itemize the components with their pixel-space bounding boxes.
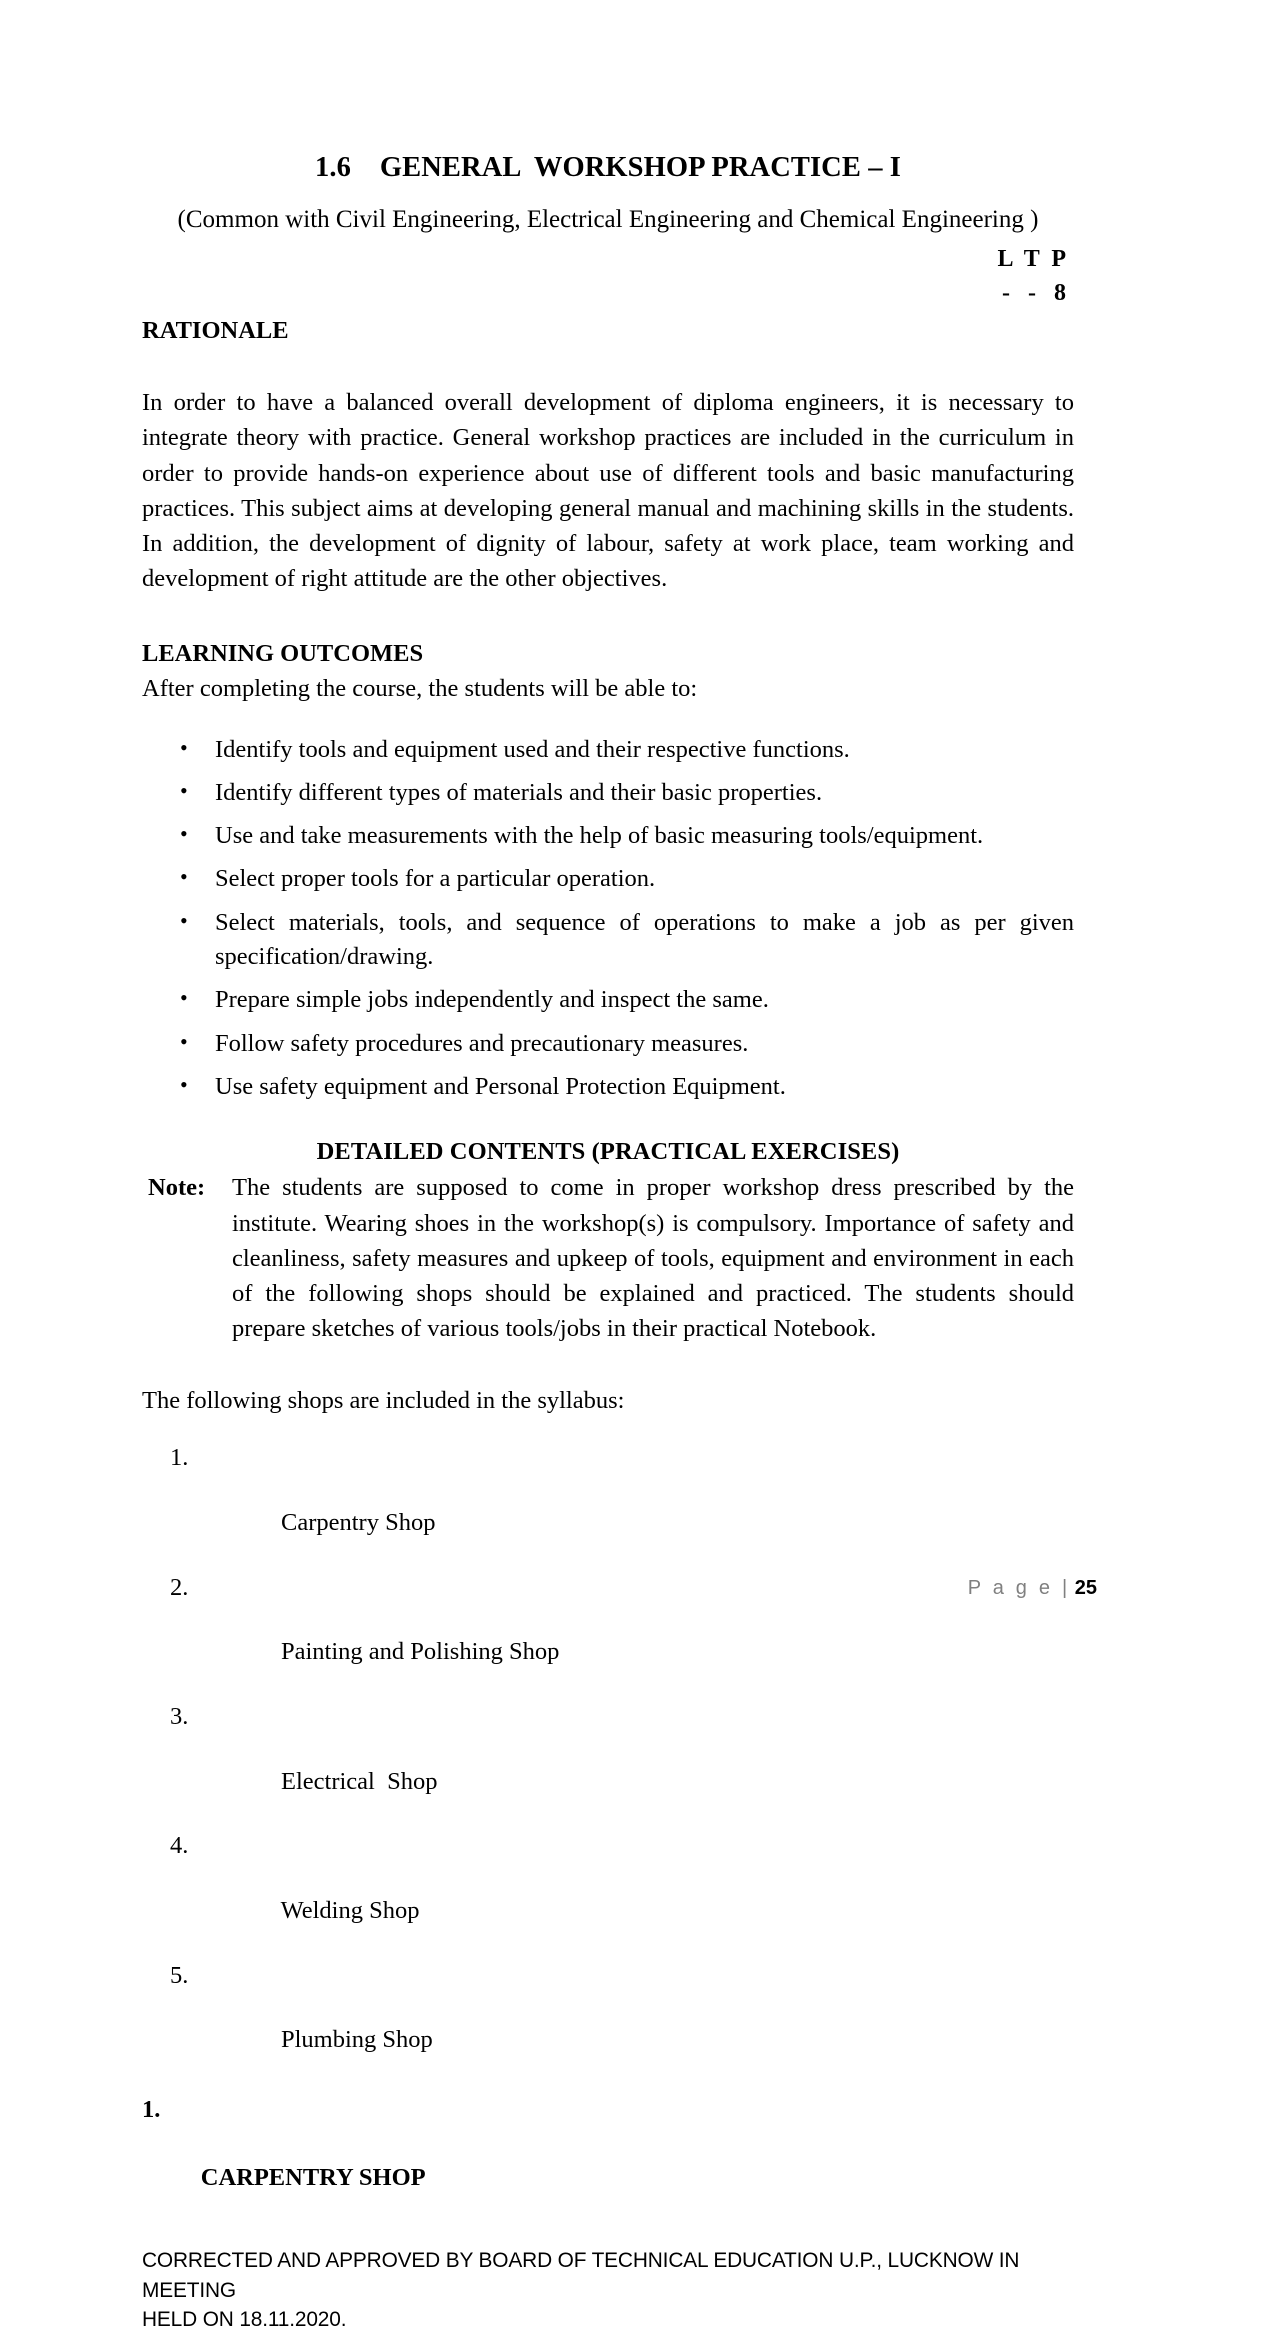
list-item-number: 2. — [170, 1573, 189, 1601]
page-footer-word: P a g e — [967, 1577, 1062, 1599]
bullet-icon: • — [180, 985, 188, 1011]
page-subtitle: (Common with Civil Engineering, Electrical Engineering and Chemical Engineering ) — [177, 205, 1039, 233]
list-item — [142, 1701, 1074, 1830]
list-item — [142, 733, 1074, 767]
list-item — [142, 776, 1074, 810]
learning-outcomes-intro: After completing the course, the students will be able to: — [142, 675, 698, 703]
ltp-credits-block — [142, 242, 1074, 310]
list-item-number: 1. — [170, 1444, 189, 1472]
approval-note — [142, 2246, 1046, 2335]
list-item — [142, 983, 1074, 1017]
list-item-label: Electrical Shop — [281, 1767, 438, 1795]
bullet-icon: • — [180, 1028, 188, 1054]
list-item-label: Welding Shop — [280, 1896, 420, 1924]
list-item — [142, 862, 1074, 896]
carpentry-shop-label: CARPENTRY SHOP — [200, 2163, 426, 2191]
bullet-icon: • — [180, 821, 188, 847]
list-item — [142, 1572, 1074, 1701]
bullet-icon: • — [180, 1071, 188, 1097]
bullet-icon: • — [180, 777, 188, 803]
bullet-icon: • — [180, 864, 188, 890]
list-item-number: 5. — [170, 1961, 189, 1989]
bullet-icon: • — [180, 907, 188, 933]
list-item — [142, 1027, 1074, 1061]
list-item-label: Carpentry Shop — [281, 1509, 436, 1536]
list-item-label: Painting and Polishing Shop — [281, 1638, 560, 1666]
page-footer — [946, 1554, 1097, 1623]
list-item-label: Prepare simple jobs independently and inspect the same. — [215, 986, 769, 1014]
list-item — [142, 819, 1074, 853]
ltp-headers: L T P — [997, 246, 1066, 273]
detailed-contents-heading: DETAILED CONTENTS (PRACTICAL EXERCISES) — [316, 1138, 900, 1166]
note-block — [142, 1170, 1074, 1346]
list-item-number: 4. — [170, 1832, 189, 1860]
list-item-label: Identify different types of materials and their basic properties. — [215, 778, 823, 806]
list-item-label: Use and take measurements with the help of basic measuring tools/equipment. — [215, 822, 984, 850]
rationale-heading: RATIONALE — [142, 317, 289, 345]
list-item — [142, 906, 1074, 975]
page-number: 25 — [1074, 1577, 1097, 1599]
list-item — [142, 1830, 1074, 1959]
list-item — [142, 1960, 1074, 2089]
list-item — [142, 1442, 1074, 1571]
list-item-label: Use safety equipment and Personal Protection Equipment. — [215, 1072, 786, 1100]
rationale-paragraph: In order to have a balanced overall development of diploma engineers, it is necessary to integrate theory with practice. General workshop practices are included in the curriculum in order to provide hands-on experience about use of different tools and basic manufacturing practices. This subject aims at developing general manual and machining skills in the students. In addition, the development of dignity of labour, safety at work place, team working and development of right attitude are the other objectives. — [142, 389, 1074, 593]
carpentry-shop-number: 1. — [142, 2095, 161, 2123]
carpentry-shop-heading — [142, 2093, 1074, 2228]
bullet-icon: • — [180, 734, 188, 760]
list-item-label: Identify tools and equipment used and their respective functions. — [215, 735, 850, 763]
shops-list — [142, 1442, 1074, 2089]
list-item-number: 3. — [170, 1702, 189, 1730]
learning-outcomes-heading: LEARNING OUTCOMES — [142, 639, 424, 667]
list-item-label: Select proper tools for a particular operation. — [215, 865, 656, 893]
page-title: 1.6 GENERAL WORKSHOP PRACTICE – I — [315, 152, 901, 184]
list-item-label: Select materials, tools, and sequence of operations to make a job as per given specification/drawing. — [215, 908, 1074, 971]
learning-outcomes-list — [142, 733, 1074, 1105]
approval-line-2: HELD ON 18.11.2020. — [142, 2307, 347, 2332]
note-text: The students are supposed to come in proper workshop dress prescribed by the institute. Wearing shoes in the workshop(s) is compulsory. Importance of safety and cleanliness, safety measures and upkeep of tools, equipment and environment in each of the following shops should be explained and practiced. The students should prepare sketches of various tools/jobs in their practical Notebook. — [232, 1174, 1074, 1343]
list-item-label: Plumbing Shop — [281, 2026, 433, 2054]
list-item-label: Follow safety procedures and precautionary measures. — [215, 1029, 749, 1057]
ltp-values: - - 8 — [1002, 280, 1066, 307]
note-label: Note: — [148, 1174, 206, 1202]
shops-intro: The following shops are included in the syllabus: — [142, 1386, 625, 1414]
list-item — [142, 1070, 1074, 1104]
approval-line-1: CORRECTED AND APPROVED BY BOARD OF TECHNICAL EDUCATION U.P., LUCKNOW IN MEETING — [142, 2248, 1020, 2302]
page-content — [142, 132, 1074, 2335]
page-footer-separator: | — [1061, 1577, 1075, 1599]
